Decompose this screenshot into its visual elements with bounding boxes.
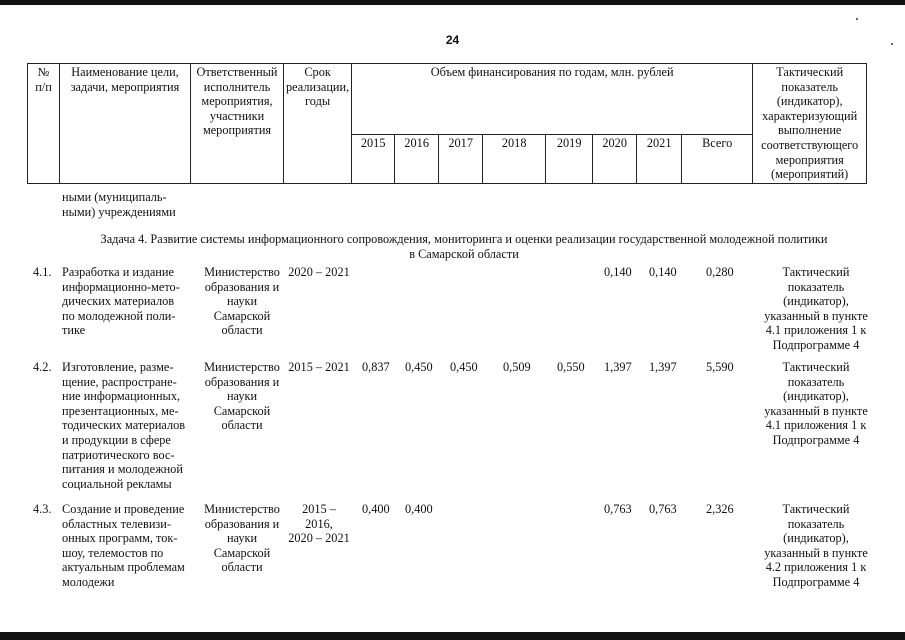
row-value-2016: 0,400 bbox=[405, 502, 433, 516]
row-indicator: Тактический показатель (индикатор), указанный в пункте 4.1 приложения 1 к Подпрограмме 4 bbox=[764, 265, 868, 352]
continuation-text: ными (муниципаль- ными) учреждениями bbox=[62, 190, 176, 219]
row-value-2018: 0,509 bbox=[503, 360, 531, 374]
row-executor: Министерство образования и науки Самарской области bbox=[204, 502, 280, 575]
row-value-2015: 0,837 bbox=[362, 360, 390, 374]
header-financing: Объем финансирования по годам, млн. рублей bbox=[352, 64, 753, 135]
row-value-2020: 1,397 bbox=[604, 360, 632, 374]
header-year-2016: 2016 bbox=[395, 134, 439, 183]
row-indicator: Тактический показатель (индикатор), указанный в пункте 4.2 приложения 1 к Подпрограмме 4 bbox=[764, 502, 868, 589]
row-executor: Министерство образования и науки Самарской области bbox=[204, 360, 280, 433]
row-value-2020: 0,140 bbox=[604, 265, 632, 279]
header-num: № п/п bbox=[28, 64, 60, 184]
header-year-2019: 2019 bbox=[546, 134, 593, 183]
row-name: Разработка и издание информационно-мето- дических материалов по молодежной поли- тике bbox=[62, 265, 180, 338]
row-period: 2020 – 2021 bbox=[288, 265, 350, 279]
row-total: 5,590 bbox=[706, 360, 734, 374]
header-year-2021: 2021 bbox=[637, 134, 682, 183]
row-value-2020: 0,763 bbox=[604, 502, 632, 516]
row-name: Создание и проведение областных телевизи- онных программ, ток- шоу, телемостов по актуальным проблемам молодежи bbox=[62, 502, 185, 589]
row-num: 4.2. bbox=[33, 360, 52, 374]
row-value-2021: 1,397 bbox=[649, 360, 677, 374]
table-header bbox=[27, 63, 867, 184]
row-num: 4.1. bbox=[33, 265, 52, 279]
header-name: Наименование цели, задачи, мероприятия bbox=[60, 64, 191, 184]
row-period: 2015 – 2021 bbox=[288, 360, 350, 374]
scan-speck bbox=[856, 18, 858, 20]
row-total: 2,326 bbox=[706, 502, 734, 516]
row-value-2021: 0,763 bbox=[649, 502, 677, 516]
header-year-2017: 2017 bbox=[439, 134, 483, 183]
row-value-2019: 0,550 bbox=[557, 360, 585, 374]
row-num: 4.3. bbox=[33, 502, 52, 516]
header-executor: Ответственный исполнитель мероприятия, участники мероприятия bbox=[191, 64, 284, 184]
row-indicator: Тактический показатель (индикатор), указанный в пункте 4.1 приложения 1 к Подпрограмме 4 bbox=[764, 360, 868, 447]
row-value-2021: 0,140 bbox=[649, 265, 677, 279]
bottom-scan-border bbox=[0, 632, 905, 640]
header-indicator: Тактический показатель (индикатор), характеризующий выполнение соответствующего мероприятия (мероприятий) bbox=[753, 64, 867, 184]
task-title: Задача 4. Развитие системы информационного сопровождения, мониторинга и оценки реализации государственной молодежной политики в Самарской области bbox=[100, 232, 828, 261]
row-value-2016: 0,450 bbox=[405, 360, 433, 374]
page-number: 24 bbox=[445, 33, 460, 47]
header-year-2018: 2018 bbox=[483, 134, 546, 183]
row-total: 0,280 bbox=[706, 265, 734, 279]
header-year-2015: 2015 bbox=[352, 134, 395, 183]
header-year-2020: 2020 bbox=[593, 134, 637, 183]
header-total: Всего bbox=[682, 134, 753, 183]
row-executor: Министерство образования и науки Самарской области bbox=[204, 265, 280, 338]
row-value-2017: 0,450 bbox=[450, 360, 478, 374]
row-value-2015: 0,400 bbox=[362, 502, 390, 516]
top-scan-border bbox=[0, 0, 905, 5]
row-period: 2015 – 2016, 2020 – 2021 bbox=[288, 502, 350, 546]
row-name: Изготовление, разме- щение, распростране- ние информационных, презентационных, ме- тодических материалов и продукции в сфере патриотического вос- питания и молодежной социальной рекламы bbox=[62, 360, 186, 491]
header-period: Срок реализации, годы bbox=[284, 64, 352, 184]
